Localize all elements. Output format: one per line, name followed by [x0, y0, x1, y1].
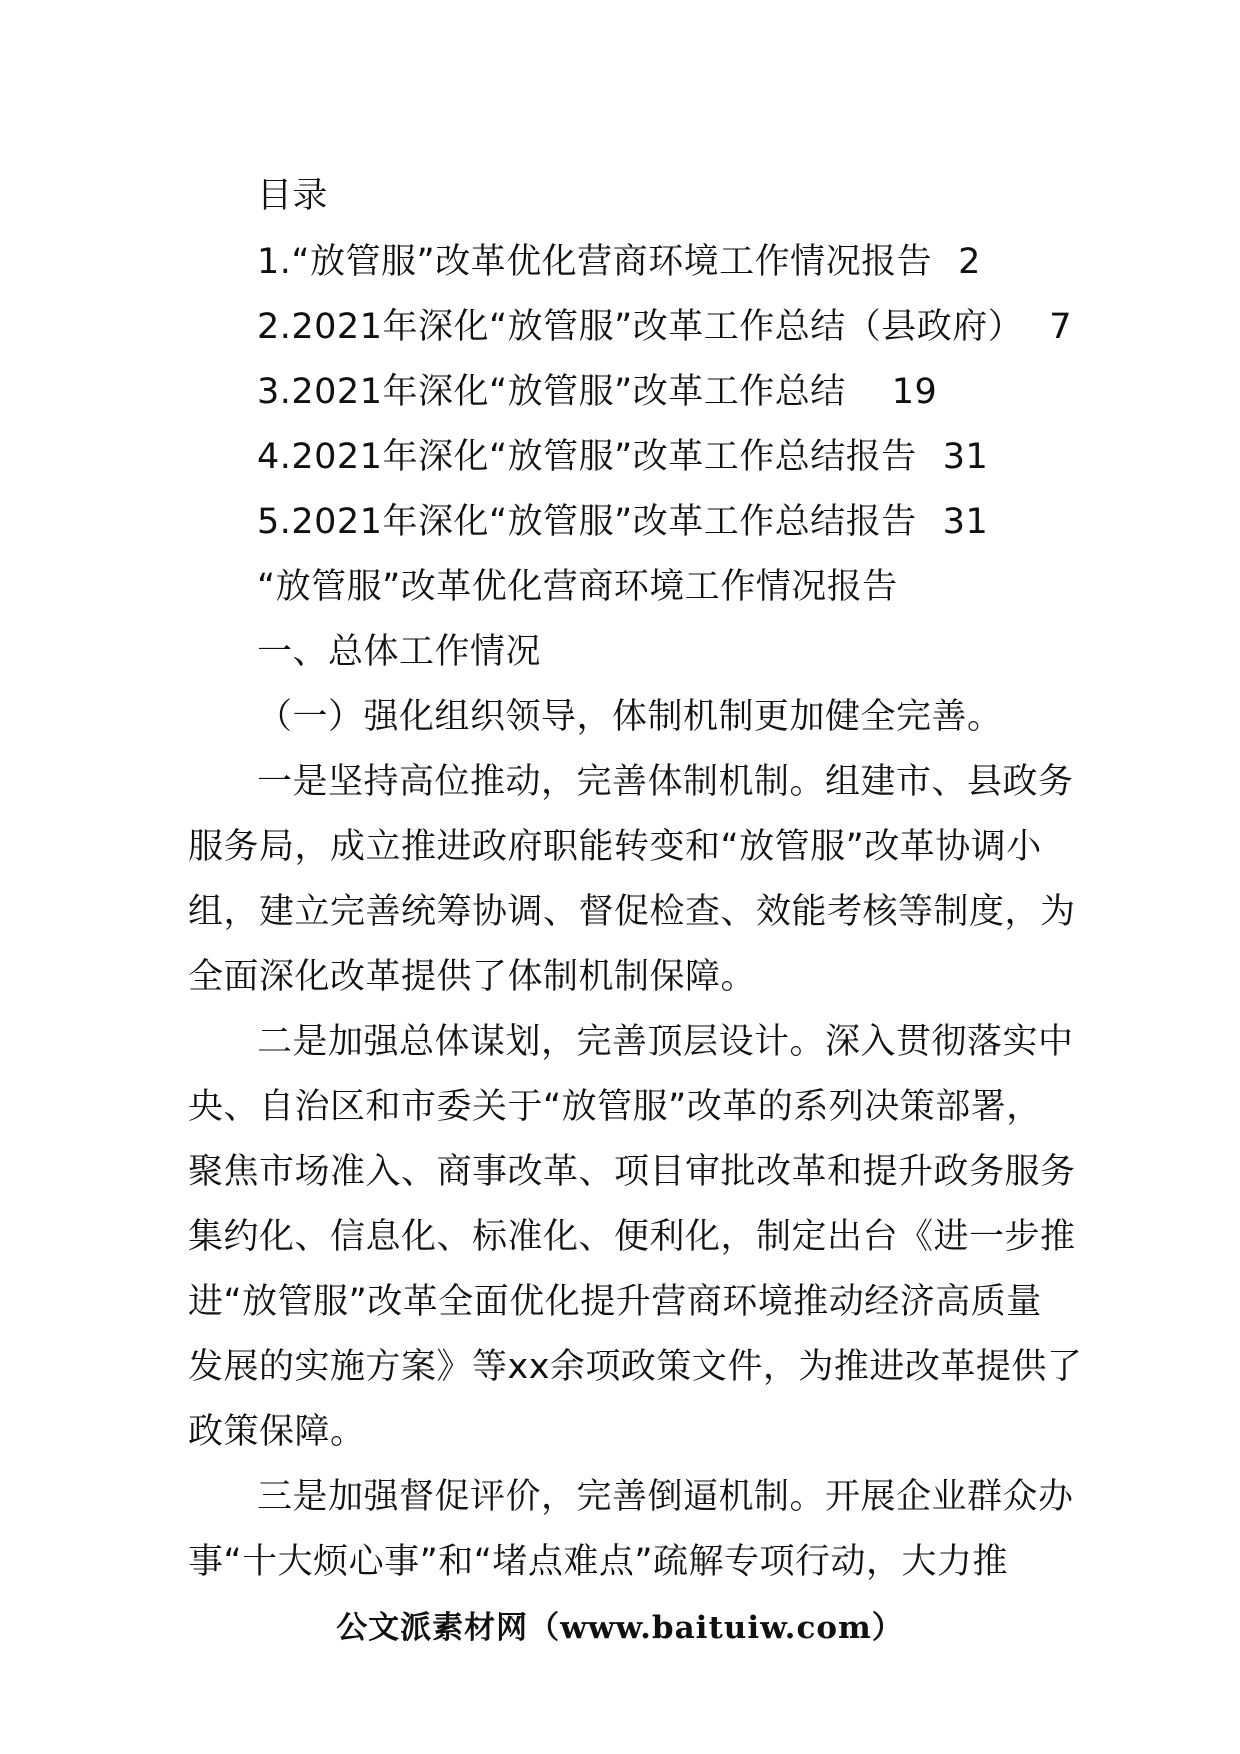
toc-entry-3[interactable] — [257, 359, 937, 425]
subsection-heading: （一）强化组织领导，体制机制更加健全完善。 — [257, 697, 1003, 737]
document-title: “放管服”改革优化营商环境工作情况报告 — [257, 567, 898, 607]
toc-entry-5[interactable] — [257, 489, 988, 555]
toc-entry-title: 3.2021年深化“放管服”改革工作总结 — [257, 372, 846, 412]
toc-entry-title: 5.2021年深化“放管服”改革工作总结报告 — [257, 502, 917, 542]
toc-entry-1[interactable] — [257, 229, 981, 295]
toc-entry-title: 1.“放管服”改革优化营商环境工作情况报告 — [257, 242, 933, 282]
paragraph-line: 聚焦市场准入、商事改革、项目审批改革和提升政务服务 — [188, 1152, 1076, 1192]
paragraph-line: 进“放管服”改革全面优化提升营商环境推动经济高质量 — [188, 1282, 1042, 1322]
paragraph-line: 政策保障。 — [188, 1412, 366, 1452]
paragraph-line: 央、自治区和市委关于“放管服”改革的系列决策部署， — [188, 1087, 1042, 1127]
paragraph-line: 组，建立完善统筹协调、督促检查、效能考核等制度，为 — [188, 892, 1076, 932]
section-heading: 一、总体工作情况 — [257, 632, 542, 672]
toc-entry-page: 31 — [942, 502, 989, 542]
toc-entry-page: 31 — [942, 437, 989, 477]
paragraph-line: 事“十大烦心事”和“堵点难点”疏解专项行动，大力推 — [188, 1542, 1009, 1582]
paragraph-line: 三是加强督促评价，完善倒逼机制。开展企业群众办 — [257, 1477, 1074, 1517]
toc-entry-page: 7 — [1049, 307, 1073, 347]
toc-entry-title: 2.2021年深化“放管服”改革工作总结（县政府） — [257, 307, 1024, 347]
paragraph-line: 一是坚持高位推动，完善体制机制。组建市、县政务 — [257, 762, 1074, 802]
toc-entry-2[interactable] — [257, 294, 1072, 360]
footer-watermark: 公文派素材网（www.baituiw.com） — [336, 1610, 904, 1646]
toc-entry-page: 19 — [891, 372, 938, 412]
paragraph-line: 服务局，成立推进政府职能转变和“放管服”改革协调小 — [188, 827, 1042, 867]
toc-heading: 目录 — [257, 176, 329, 216]
toc-entry-page: 2 — [958, 242, 981, 282]
toc-entry-title: 4.2021年深化“放管服”改革工作总结报告 — [257, 437, 917, 477]
toc-entry-4[interactable] — [257, 424, 988, 490]
paragraph-line: 二是加强总体谋划，完善顶层设计。深入贯彻落实中 — [257, 1022, 1074, 1062]
paragraph-line: 集约化、信息化、标准化、便利化，制定出台《进一步推 — [188, 1217, 1076, 1257]
paragraph-line: 全面深化改革提供了体制机制保障。 — [188, 957, 757, 997]
paragraph-line: 发展的实施方案》等xx余项政策文件，为推进改革提供了 — [188, 1347, 1083, 1387]
